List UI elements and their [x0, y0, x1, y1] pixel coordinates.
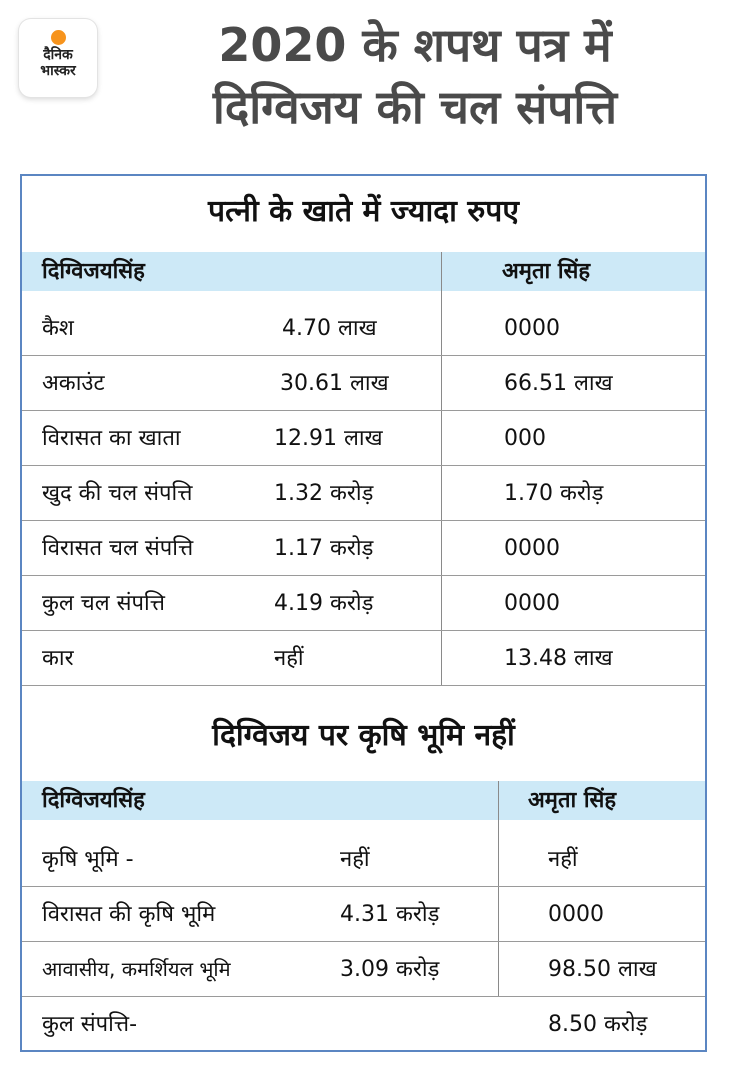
row-label: कैश: [42, 316, 74, 341]
table-row: [22, 521, 705, 576]
digvijay-value: 4.19 करोड़: [274, 591, 374, 616]
table-row: [22, 887, 705, 942]
amrita-value: 000: [504, 426, 546, 451]
digvijay-value: 1.32 करोड़: [274, 481, 374, 506]
digvijay-value: 4.31 करोड़: [340, 902, 440, 927]
row-label: आवासीय, कमर्शियल भूमि: [42, 957, 231, 981]
table-row: [22, 832, 705, 887]
amrita-value: नहीं: [548, 847, 578, 872]
digvijay-value: 1.17 करोड़: [274, 536, 374, 561]
section1-col-digvijay: दिग्विजयसिंह: [42, 259, 145, 284]
amrita-value: 98.50 लाख: [548, 957, 657, 982]
amrita-value: 0000: [548, 902, 604, 927]
row-label: विरासत का खाता: [42, 426, 181, 451]
row-label: खुद की चल संपत्ति: [42, 481, 193, 506]
total-row: [22, 997, 705, 1052]
amrita-value: 0000: [504, 316, 560, 341]
row-label: कुल चल संपत्ति: [42, 591, 165, 616]
digvijay-value: 12.91 लाख: [274, 426, 383, 451]
dainik-bhaskar-logo: [19, 19, 97, 97]
digvijay-value: 3.09 करोड़: [340, 957, 440, 982]
amrita-value: 1.70 करोड़: [504, 481, 604, 506]
digvijay-value: नहीं: [274, 646, 304, 671]
amrita-value: 0000: [504, 591, 560, 616]
row-label: विरासत चल संपत्ति: [42, 536, 194, 561]
logo-text-line1: दैनिक: [43, 47, 73, 63]
table-row: [22, 301, 705, 356]
table-row: [22, 466, 705, 521]
amrita-value: 66.51 लाख: [504, 371, 613, 396]
total-amrita-value: 8.50 करोड़: [548, 1012, 648, 1037]
row-label: कार: [42, 646, 74, 671]
section2-col-digvijay: दिग्विजयसिंह: [42, 788, 145, 813]
amrita-value: 13.48 लाख: [504, 646, 613, 671]
total-label: कुल संपत्ति-: [42, 1012, 138, 1037]
row-label: विरासत की कृषि भूमि: [42, 902, 216, 927]
table-row: [22, 942, 705, 997]
digvijay-value: 4.70 लाख: [282, 316, 377, 341]
table-row: [22, 356, 705, 411]
section1-title: पत्नी के खाते में ज्यादा रुपए: [208, 194, 519, 229]
digvijay-value: नहीं: [340, 847, 370, 872]
headline-line2: दिग्विजय की चल संपत्ति: [212, 80, 618, 134]
assets-card: [20, 174, 707, 1052]
section1-header-row: [22, 252, 705, 291]
section2-col-amrita: अमृता सिंह: [528, 788, 617, 813]
section2-title: दिग्विजय पर कृषि भूमि नहीं: [212, 718, 515, 753]
row-label: अकाउंट: [42, 371, 105, 396]
sun-icon: [51, 30, 66, 45]
section1-col-amrita: अमृता सिंह: [502, 259, 591, 284]
row-label: कृषि भूमि -: [42, 847, 134, 872]
table-row: [22, 576, 705, 631]
table-row: [22, 411, 705, 466]
headline-line1: 2020 के शपथ पत्र में: [218, 18, 612, 72]
amrita-value: 0000: [504, 536, 560, 561]
page-headline: [110, 14, 720, 138]
logo-text-line2: भास्कर: [40, 63, 76, 79]
digvijay-value: 30.61 लाख: [280, 371, 389, 396]
section2-header-row: [22, 781, 705, 820]
table-row: [22, 631, 705, 686]
